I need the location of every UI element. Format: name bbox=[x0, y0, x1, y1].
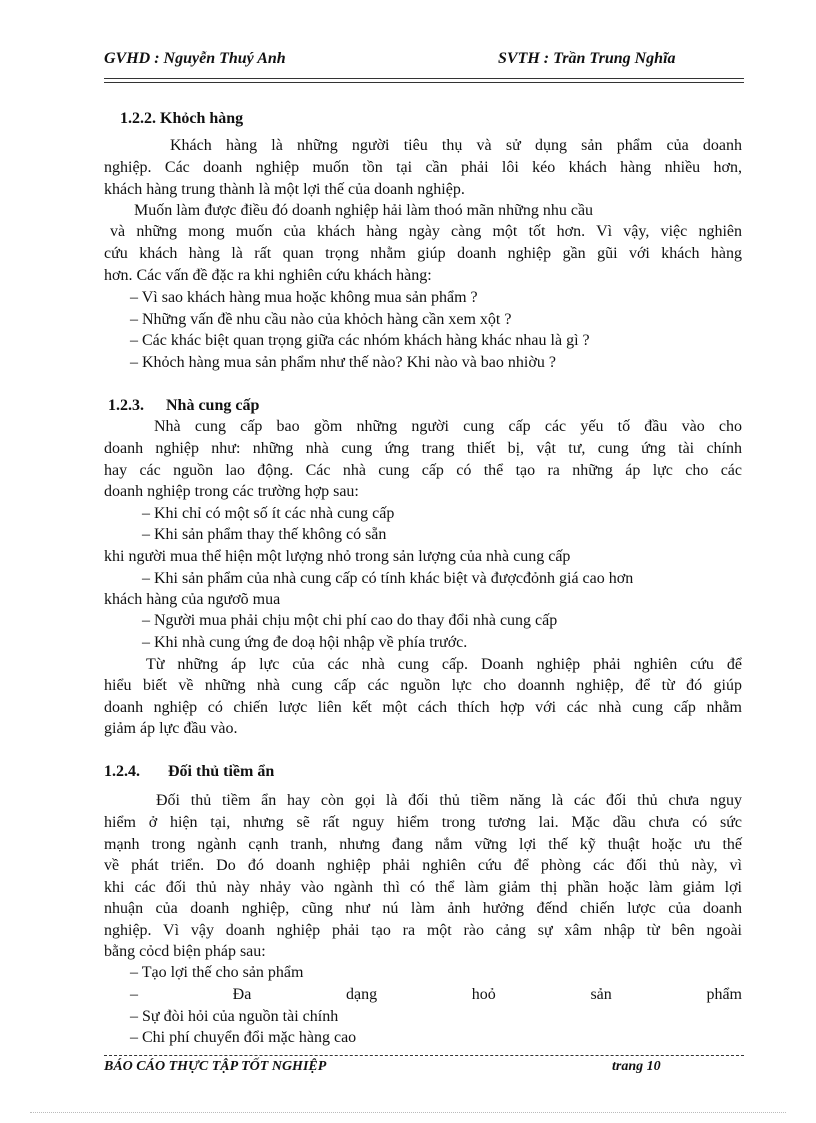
paragraph-line: hiểm ở hiện tại, nhưng sẽ rất nguy hiểm trong tương lai. Mặc dầu chưa có sức bbox=[104, 814, 742, 831]
section-1-2-3-title: Nhà cung cấp bbox=[166, 397, 260, 414]
list-item: – Người mua phải chịu một chi phí cao do thay đổi nhà cung cấp bbox=[142, 612, 558, 629]
list-item: – Khi sản phẩm của nhà cung cấp có tính khác biệt và đượcđỏnh giá cao hơn bbox=[142, 570, 634, 587]
header-advisor: GVHD : Nguyễn Thuý Anh bbox=[104, 50, 286, 67]
paragraph-line: khách hàng trung thành là một lợi thế của doanh nghiệp. bbox=[104, 181, 465, 198]
list-item: – Khi sản phẩm thay thế không có sẵn bbox=[142, 526, 387, 543]
paragraph-line: Nhà cung cấp bao gồm những người cung cấp các yếu tố đầu vào cho bbox=[154, 418, 742, 435]
paragraph-line: doanh nghiệp có chiến lược liên kết một cách thích hợp với các nhà cung cấp nhằm bbox=[104, 699, 742, 716]
list-item: – Khỏch hàng mua sản phẩm như thế nào? Khi nào và bao nhiờu ? bbox=[130, 354, 556, 371]
list-item: – Chi phí chuyển đổi mặc hàng cao bbox=[130, 1029, 357, 1046]
paragraph-line: cứu khách hàng là rất quan trọng nhằm giúp doanh nghiệp gần gũi với khách hàng bbox=[104, 245, 742, 262]
list-item: – Tạo lợi thế cho sản phẩm bbox=[130, 964, 304, 981]
paragraph-line: nghiệp. Vì vậy doanh nghiệp phải tạo ra một rào cảng sự xâm nhập từ bên ngoài bbox=[104, 922, 742, 939]
page-edge-dots bbox=[30, 1112, 786, 1113]
footer-report-title: BÁO CÁO THỰC TẬP TỐT NGHIỆP bbox=[104, 1059, 327, 1074]
list-item: – Khi chỉ có một số ít các nhà cung cấp bbox=[142, 505, 395, 522]
header-rule-top bbox=[104, 78, 744, 79]
paragraph-line: về phát triển. Do đó doanh nghiệp phải nghiên cứu để phòng các đối thủ này, vì bbox=[104, 857, 742, 874]
paragraph-line: nghiệp. Các doanh nghiệp muốn tồn tại cần phải lôi kéo khách hàng nhiều hơn, bbox=[104, 159, 742, 176]
footer-rule bbox=[104, 1055, 744, 1056]
paragraph-line: giảm áp lực đầu vào. bbox=[104, 720, 238, 737]
paragraph-line: doanh nghiệp trong các trường hợp sau: bbox=[104, 483, 359, 500]
section-1-2-4-number: 1.2.4. bbox=[104, 763, 140, 780]
header-student: SVTH : Trần Trung Nghĩa bbox=[498, 50, 676, 67]
paragraph-line: bằng cỏcd biện pháp sau: bbox=[104, 943, 266, 960]
section-1-2-3-number: 1.2.3. bbox=[108, 397, 144, 414]
paragraph-line: mạnh trong ngành cạnh tranh, nhưng đang nắm vững lợi thế kỹ thuật hoặc ưu thế bbox=[104, 836, 742, 853]
section-1-2-2-heading: 1.2.2. Khỏch hàng bbox=[120, 110, 244, 127]
paragraph-line: khi các đối thủ này nhảy vào ngành thì có thể làm giảm thị phần hoặc làm giảm lợi bbox=[104, 879, 742, 896]
paragraph-line: khách hàng của ngươõ mua bbox=[104, 591, 281, 608]
paragraph-line: hiểu biết về những nhà cung cấp các nguồn lực cho doannh nghiệp, để từ đó giúp bbox=[104, 677, 742, 694]
header-rule-bottom bbox=[104, 82, 744, 83]
paragraph-line: Muốn làm được điều đó doanh nghiệp hải làm thoó mãn những nhu cầu bbox=[134, 202, 594, 219]
list-item: – Sự đòi hỏi của nguồn tài chính bbox=[130, 1008, 339, 1025]
paragraph-line: và những mong muốn của khách hàng ngày càng một tốt hơn. Vì vậy, việc nghiên bbox=[110, 223, 742, 240]
paragraph-line: hay các nguồn lao động. Các nhà cung cấp có thể tạo ra những áp lực cho các bbox=[104, 462, 742, 479]
list-item: – Các khác biệt quan trọng giữa các nhóm khách hàng khác nhau là gì ? bbox=[130, 332, 590, 349]
list-item: – Đa dạng hoỏ sản phẩm bbox=[130, 986, 742, 1003]
paragraph-line: doanh nghiệp như: những nhà cung ứng trang thiết bị, vật tư, cung ứng tài chính bbox=[104, 440, 742, 457]
list-item: – Những vấn đề nhu cầu nào của khỏch hàng cần xem xột ? bbox=[130, 311, 512, 328]
paragraph-line: Từ những áp lực của các nhà cung cấp. Doanh nghiệp phải nghiên cứu để bbox=[146, 656, 742, 673]
paragraph-line: hơn. Các vấn đề đặc ra khi nghiên cứu khách hàng: bbox=[104, 267, 432, 284]
footer-page-number: trang 10 bbox=[612, 1059, 661, 1074]
paragraph-line: Đối thủ tiềm ẩn hay còn gọi là đối thủ tiềm năng là các đối thủ chưa nguy bbox=[156, 792, 742, 809]
list-item: – Vì sao khách hàng mua hoặc không mua sản phẩm ? bbox=[130, 289, 478, 306]
paragraph-line: Khách hàng là những người tiêu thụ và sử dụng sản phẩm của doanh bbox=[170, 137, 742, 154]
paragraph-line: khi người mua thể hiện một lượng nhỏ trong sản lượng của nhà cung cấp bbox=[104, 548, 571, 565]
section-1-2-4-title: Đối thủ tiềm ẩn bbox=[168, 763, 275, 780]
list-item: – Khi nhà cung ứng đe doạ hội nhập về phía trước. bbox=[142, 634, 468, 651]
paragraph-line: nhuận của doanh nghiệp, cũng như nú làm ảnh hưởng đếnd chiến lược của doanh bbox=[104, 900, 742, 917]
